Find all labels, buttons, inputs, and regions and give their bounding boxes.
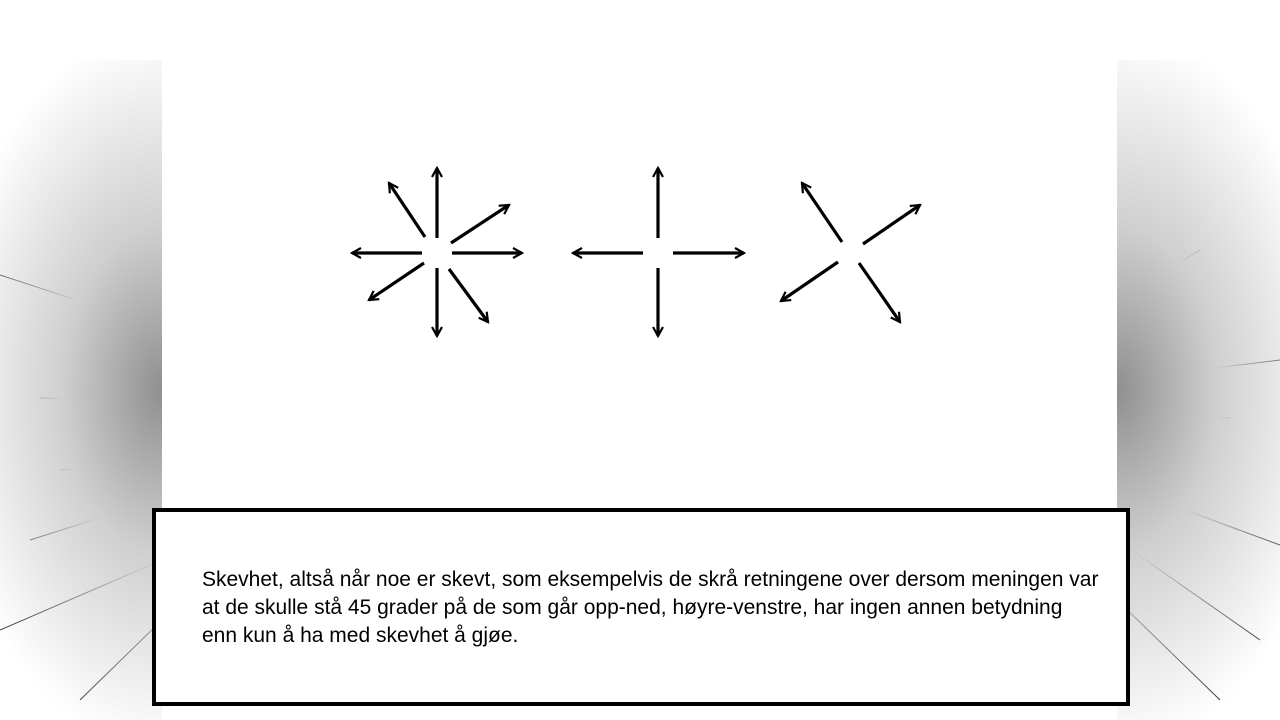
arrow-down-right [449,269,488,322]
four-direction-arrows [573,168,744,336]
diagonal-arrows [781,183,920,322]
arrow-down-right [859,263,900,322]
arrow-up-left [802,183,842,242]
eight-direction-arrows [352,168,522,336]
arrow-up-right [451,205,509,243]
caption-box [152,508,1130,706]
caption-text: Skevhet, altså når noe er skevt, som eksempelvis de skrå retningene over dersom meningen var at de skulle stå 45 grader på de som går opp-ned, høyre-venstre, har ingen annen betydning enn kun å ha med skevhet å gjøe. [202,568,1099,647]
arrow-up-left [389,183,425,237]
arrow-down-left [781,262,838,301]
arrow-up-right [863,205,920,244]
arrow-down-left [369,263,424,300]
